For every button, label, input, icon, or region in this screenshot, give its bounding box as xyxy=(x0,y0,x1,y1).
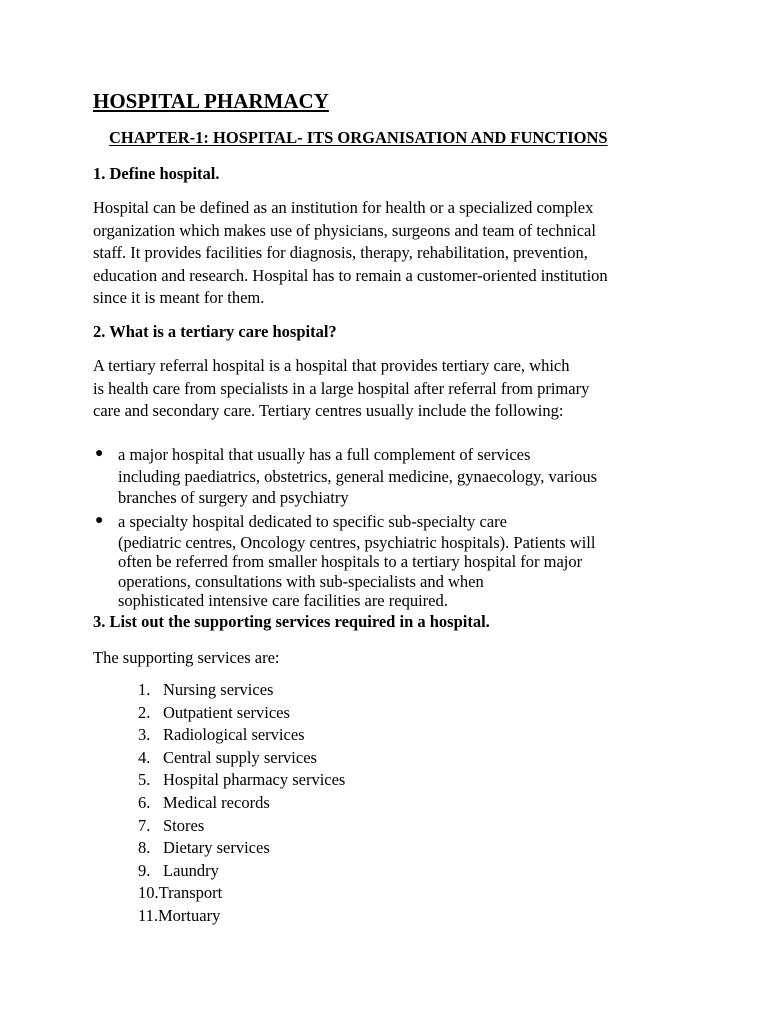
question-2-heading: 2. What is a tertiary care hospital? xyxy=(93,322,337,341)
item-number: 4. xyxy=(138,747,151,767)
answer-line: Hospital can be defined as an institution for health or a specialized complex xyxy=(93,198,594,217)
list-item xyxy=(93,511,597,611)
item-number: 1. xyxy=(138,680,151,699)
item-label: Laundry xyxy=(163,860,219,880)
answer-line: staff. It provides facilities for diagnosis, therapy, rehabilitation, prevention, xyxy=(93,243,588,263)
item-number: 8. xyxy=(138,838,151,858)
item-label: Medical records xyxy=(163,792,270,812)
item-label: Mortuary xyxy=(158,905,221,925)
item-number: 3. xyxy=(138,725,151,745)
bullet-line: a major hospital that usually has a full complement of services xyxy=(118,445,531,464)
bullet-line: including paediatrics, obstetrics, general medicine, gynaecology, various xyxy=(118,467,598,486)
item-label: Central supply services xyxy=(163,747,317,767)
list-item xyxy=(138,792,345,815)
answer-line: since it is meant for them. xyxy=(93,288,265,308)
list-item xyxy=(138,724,345,747)
answer-line: is health care from specialists in a large hospital after referral from primary xyxy=(93,378,590,398)
intro-line: The supporting services are: xyxy=(93,648,280,667)
item-number: 11. xyxy=(138,905,159,925)
list-item xyxy=(138,882,345,905)
question-1-heading: 1. Define hospital. xyxy=(93,164,220,183)
bullet-line: (pediatric centres, Oncology centres, psychiatric hospitals). Patients will xyxy=(118,533,596,552)
answer-line: education and research. Hospital has to remain a customer-oriented institution xyxy=(93,265,608,285)
supporting-services-list xyxy=(138,679,345,928)
list-item xyxy=(138,747,345,770)
question-1-answer xyxy=(93,197,608,310)
answer-line: organization which makes use of physicians, surgeons and team of technical xyxy=(93,220,596,240)
tertiary-centres-list xyxy=(93,444,597,611)
question-3-heading: 3. List out the supporting services required in a hospital. xyxy=(93,612,490,631)
item-number: 10. xyxy=(138,883,159,903)
list-item xyxy=(93,444,597,508)
chapter-title: CHAPTER-1: HOSPITAL- ITS ORGANISATION AND FUNCTIONS xyxy=(109,128,608,147)
list-item xyxy=(138,837,345,860)
item-label: Transport xyxy=(158,883,223,903)
list-item xyxy=(138,905,345,928)
document-title: HOSPITAL PHARMACY xyxy=(93,89,329,113)
bullet-line: sophisticated intensive care facilities are required. xyxy=(118,591,448,611)
answer-line: care and secondary care. Tertiary centres usually include the following: xyxy=(93,401,564,421)
bullet-line: often be referred from smaller hospitals to a tertiary hospital for major xyxy=(118,552,583,572)
bullet-line: branches of surgery and psychiatry xyxy=(118,488,349,507)
item-number: 9. xyxy=(138,860,151,880)
item-number: 7. xyxy=(138,815,151,835)
item-label: Dietary services xyxy=(163,838,270,858)
item-label: Outpatient services xyxy=(163,702,290,722)
bullet-line: operations, consultations with sub-specialists and when xyxy=(118,571,484,591)
question-2-answer xyxy=(93,355,589,423)
bullet-icon: ● xyxy=(95,446,104,461)
list-item xyxy=(138,702,345,725)
item-number: 2. xyxy=(138,702,151,722)
item-label: Nursing services xyxy=(163,680,274,699)
answer-line: A tertiary referral hospital is a hospital that provides tertiary care, which xyxy=(93,356,570,375)
list-item xyxy=(138,769,345,792)
list-item xyxy=(138,679,345,702)
question-3-intro xyxy=(93,647,279,670)
item-number: 5. xyxy=(138,770,151,790)
item-label: Radiological services xyxy=(163,725,305,745)
list-item xyxy=(138,815,345,838)
item-label: Hospital pharmacy services xyxy=(163,770,346,790)
item-number: 6. xyxy=(138,792,151,812)
bullet-line: a specialty hospital dedicated to specific sub-specialty care xyxy=(118,512,507,531)
bullet-icon: ● xyxy=(95,513,104,528)
list-item xyxy=(138,860,345,883)
item-label: Stores xyxy=(163,815,205,835)
